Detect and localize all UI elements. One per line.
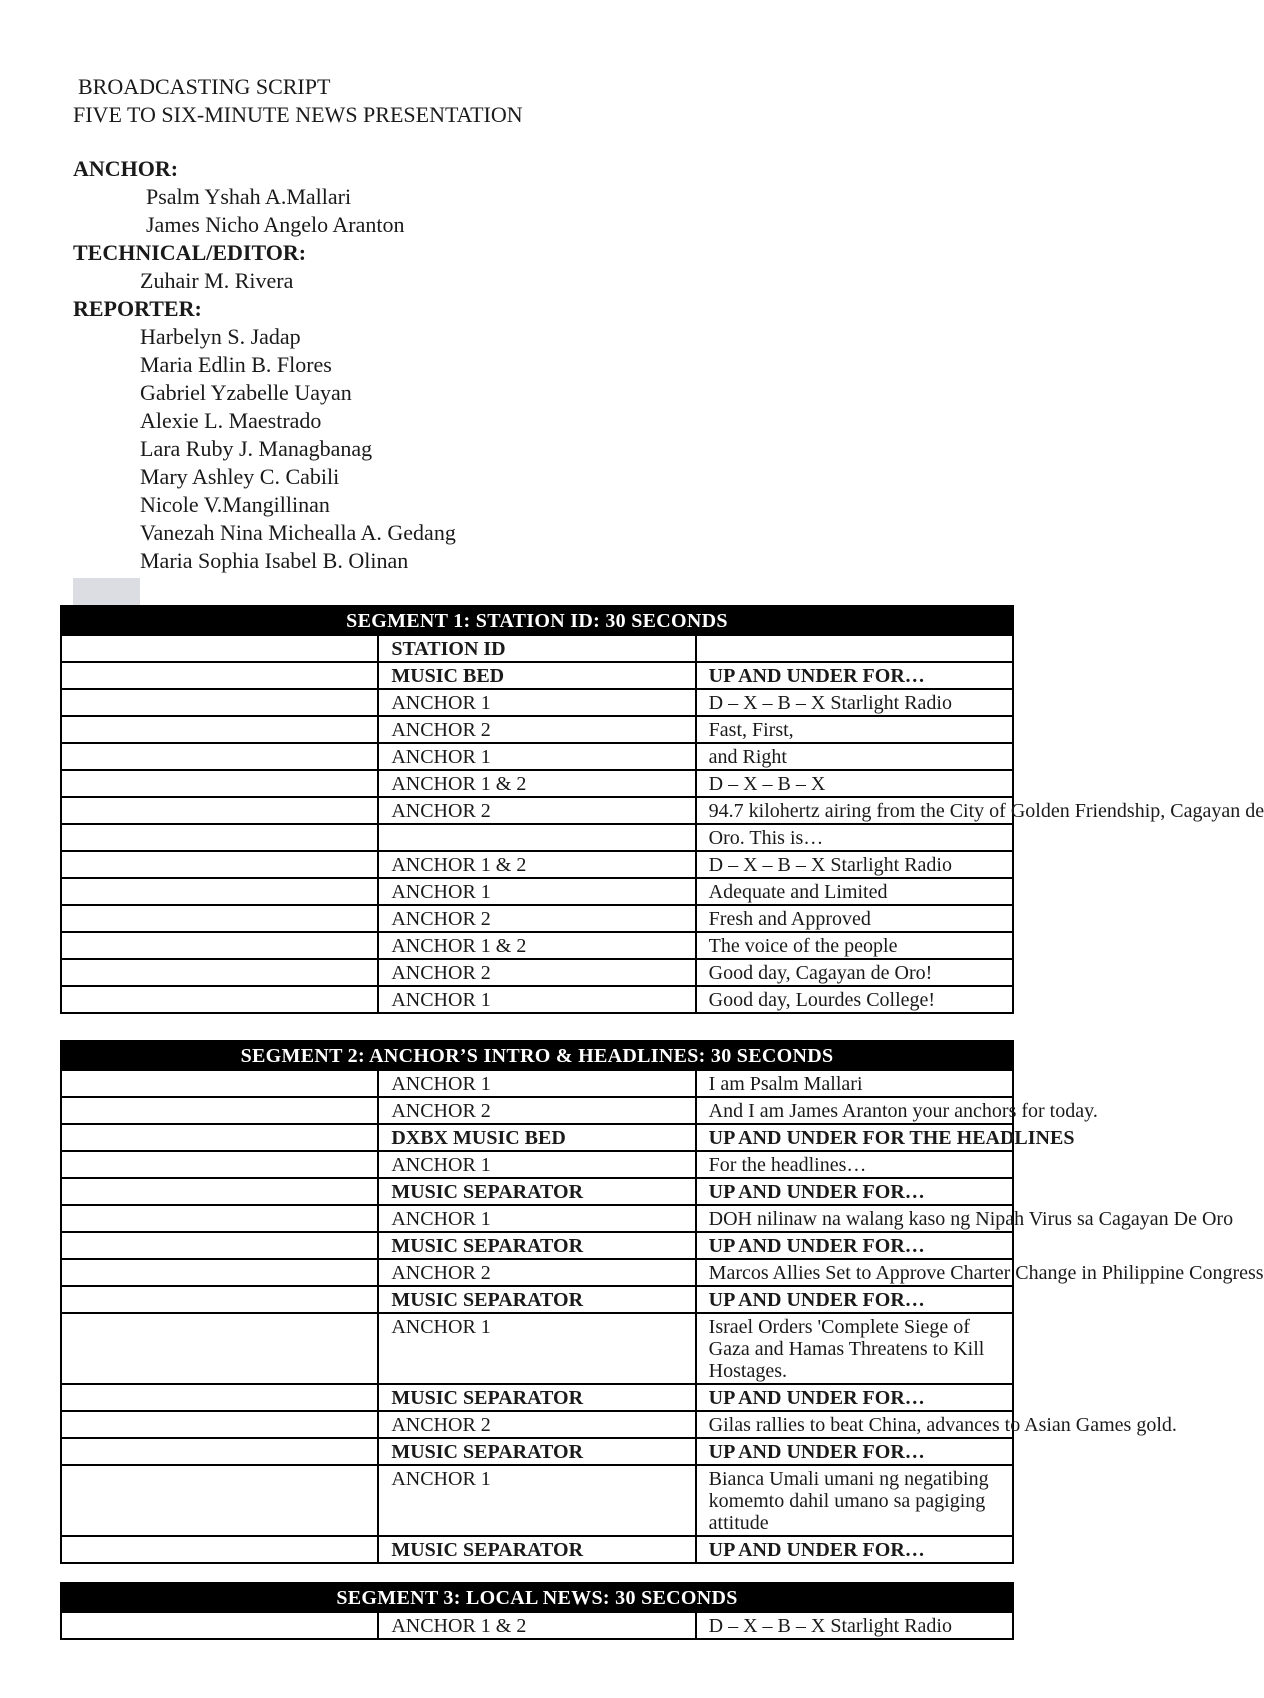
script-row bbox=[61, 1612, 1013, 1639]
script-row bbox=[61, 1232, 1013, 1259]
script-row bbox=[61, 905, 1013, 932]
script-line-cell: DOH nilinaw na walang kaso ng Nipah Virus sa Cagayan De Oro bbox=[696, 1205, 1013, 1232]
script-row bbox=[61, 1411, 1013, 1438]
cue-cell bbox=[61, 1124, 378, 1151]
script-line-cell: UP AND UNDER FOR THE HEADLINES bbox=[696, 1124, 1013, 1151]
role-cell: ANCHOR 1 bbox=[378, 878, 695, 905]
cue-cell bbox=[61, 1438, 378, 1465]
script-row bbox=[61, 1286, 1013, 1313]
document-title: BROADCASTING SCRIPT bbox=[78, 74, 331, 99]
cue-cell bbox=[61, 1465, 378, 1536]
anchor-role-label: ANCHOR: bbox=[73, 156, 179, 181]
script-line-cell bbox=[696, 635, 1013, 662]
script-line-cell: and Right bbox=[696, 743, 1013, 770]
cue-cell bbox=[61, 1232, 378, 1259]
role-cell: DXBX MUSIC BED bbox=[378, 1124, 695, 1151]
script-row bbox=[61, 770, 1013, 797]
script-line-cell: D – X – B – X Starlight Radio bbox=[696, 689, 1013, 716]
reporter-name: Lara Ruby J. Managbanag bbox=[140, 436, 373, 461]
script-line-cell: Fast, First, bbox=[696, 716, 1013, 743]
cue-cell bbox=[61, 689, 378, 716]
script-row bbox=[61, 662, 1013, 689]
script-line-cell: Oro. This is… bbox=[696, 824, 1013, 851]
script-row bbox=[61, 986, 1013, 1013]
script-row bbox=[61, 1536, 1013, 1563]
script-row bbox=[61, 1205, 1013, 1232]
script-line-cell: Marcos Allies Set to Approve Charter Change in Philippine Congress bbox=[696, 1259, 1013, 1286]
cue-cell bbox=[61, 1411, 378, 1438]
script-line-cell: 94.7 kilohertz airing from the City of Golden Friendship, Cagayan de bbox=[696, 797, 1013, 824]
anchor-name: James Nicho Angelo Aranton bbox=[146, 212, 405, 237]
cue-cell bbox=[61, 1151, 378, 1178]
script-line-cell: Israel Orders 'Complete Siege of Gaza and Hamas Threatens to Kill Hostages. bbox=[696, 1313, 1013, 1384]
reporter-name: Nicole V.Mangillinan bbox=[140, 492, 330, 517]
script-line-cell: For the headlines… bbox=[696, 1151, 1013, 1178]
script-line-cell: UP AND UNDER FOR… bbox=[696, 1536, 1013, 1563]
cue-cell bbox=[61, 986, 378, 1013]
script-line-cell: D – X – B – X bbox=[696, 770, 1013, 797]
role-cell: ANCHOR 1 & 2 bbox=[378, 1612, 695, 1639]
script-line-cell: Adequate and Limited bbox=[696, 878, 1013, 905]
role-cell: MUSIC SEPARATOR bbox=[378, 1536, 695, 1563]
cue-cell bbox=[61, 851, 378, 878]
script-row bbox=[61, 878, 1013, 905]
script-row bbox=[61, 1178, 1013, 1205]
segment-header-row bbox=[61, 1041, 1013, 1070]
segment-title: SEGMENT 1: STATION ID: 30 SECONDS bbox=[61, 606, 1013, 635]
reporter-name: Vanezah Nina Michealla A. Gedang bbox=[140, 520, 456, 545]
script-row bbox=[61, 1465, 1013, 1536]
segment-table bbox=[60, 605, 1264, 1014]
role-cell: MUSIC SEPARATOR bbox=[378, 1384, 695, 1411]
cue-cell bbox=[61, 770, 378, 797]
script-row bbox=[61, 1070, 1013, 1097]
script-row bbox=[61, 716, 1013, 743]
script-row bbox=[61, 1124, 1013, 1151]
role-cell: MUSIC SEPARATOR bbox=[378, 1438, 695, 1465]
segment-title: SEGMENT 3: LOCAL NEWS: 30 SECONDS bbox=[61, 1583, 1013, 1612]
anchor-name: Psalm Yshah A.Mallari bbox=[146, 184, 352, 209]
script-row bbox=[61, 824, 1013, 851]
cue-cell bbox=[61, 635, 378, 662]
reporter-name: Harbelyn S. Jadap bbox=[140, 324, 301, 349]
technical-name: Zuhair M. Rivera bbox=[140, 268, 294, 293]
cue-cell bbox=[61, 1612, 378, 1639]
cue-cell bbox=[61, 797, 378, 824]
segment-header-row bbox=[61, 1583, 1013, 1612]
script-row bbox=[61, 743, 1013, 770]
cue-cell bbox=[61, 662, 378, 689]
cue-cell bbox=[61, 824, 378, 851]
script-line-cell: D – X – B – X Starlight Radio bbox=[696, 851, 1013, 878]
role-cell: ANCHOR 1 bbox=[378, 1151, 695, 1178]
reporter-name: Mary Ashley C. Cabili bbox=[140, 464, 340, 489]
segment-header-row bbox=[61, 606, 1013, 635]
script-row bbox=[61, 1438, 1013, 1465]
role-cell: ANCHOR 1 bbox=[378, 986, 695, 1013]
role-cell: ANCHOR 1 bbox=[378, 743, 695, 770]
script-line-cell: UP AND UNDER FOR… bbox=[696, 662, 1013, 689]
script-line-cell: And I am James Aranton your anchors for today. bbox=[696, 1097, 1013, 1124]
script-row bbox=[61, 932, 1013, 959]
script-row bbox=[61, 1313, 1013, 1384]
role-cell: ANCHOR 1 bbox=[378, 689, 695, 716]
cue-cell bbox=[61, 905, 378, 932]
role-cell: ANCHOR 1 bbox=[378, 1070, 695, 1097]
script-line-cell: D – X – B – X Starlight Radio bbox=[696, 1612, 1013, 1639]
role-cell: ANCHOR 2 bbox=[378, 1411, 695, 1438]
role-cell: ANCHOR 2 bbox=[378, 716, 695, 743]
script-line-cell: Gilas rallies to beat China, advances to Asian Games gold. bbox=[696, 1411, 1013, 1438]
script-row bbox=[61, 1384, 1013, 1411]
cue-cell bbox=[61, 959, 378, 986]
cue-cell bbox=[61, 1313, 378, 1384]
cue-cell bbox=[61, 716, 378, 743]
cue-cell bbox=[61, 1070, 378, 1097]
role-cell: MUSIC SEPARATOR bbox=[378, 1286, 695, 1313]
role-cell: STATION ID bbox=[378, 635, 695, 662]
cue-cell bbox=[61, 1536, 378, 1563]
cue-cell bbox=[61, 1259, 378, 1286]
script-row bbox=[61, 959, 1013, 986]
script-line-cell: Bianca Umali umani ng negatibing komemto dahil umano sa pagiging attitude bbox=[696, 1465, 1013, 1536]
shaded-cell bbox=[73, 578, 140, 606]
role-cell: ANCHOR 1 & 2 bbox=[378, 851, 695, 878]
script-row bbox=[61, 1097, 1013, 1124]
cue-cell bbox=[61, 1384, 378, 1411]
segment-table bbox=[60, 1582, 1014, 1640]
script-row bbox=[61, 635, 1013, 662]
role-cell: ANCHOR 1 bbox=[378, 1205, 695, 1232]
script-line-cell: Good day, Cagayan de Oro! bbox=[696, 959, 1013, 986]
script-line-cell: I am Psalm Mallari bbox=[696, 1070, 1013, 1097]
role-cell: ANCHOR 1 bbox=[378, 1465, 695, 1536]
cue-cell bbox=[61, 1286, 378, 1313]
script-row bbox=[61, 851, 1013, 878]
script-line-cell: UP AND UNDER FOR… bbox=[696, 1232, 1013, 1259]
script-row bbox=[61, 1151, 1013, 1178]
role-cell: ANCHOR 2 bbox=[378, 1097, 695, 1124]
reporter-name: Maria Sophia Isabel B. Olinan bbox=[140, 548, 409, 573]
script-row bbox=[61, 1259, 1013, 1286]
reporter-name: Alexie L. Maestrado bbox=[140, 408, 322, 433]
script-line-cell: The voice of the people bbox=[696, 932, 1013, 959]
reporter-name: Maria Edlin B. Flores bbox=[140, 352, 332, 377]
script-line-cell: UP AND UNDER FOR… bbox=[696, 1384, 1013, 1411]
role-cell: ANCHOR 2 bbox=[378, 1259, 695, 1286]
script-line-cell: UP AND UNDER FOR… bbox=[696, 1286, 1013, 1313]
role-cell: MUSIC SEPARATOR bbox=[378, 1232, 695, 1259]
technical-role-label: TECHNICAL/EDITOR: bbox=[73, 240, 307, 265]
script-line-cell: UP AND UNDER FOR… bbox=[696, 1178, 1013, 1205]
role-cell: ANCHOR 2 bbox=[378, 905, 695, 932]
cue-cell bbox=[61, 1178, 378, 1205]
segment-title: SEGMENT 2: ANCHOR’S INTRO & HEADLINES: 30 SECONDS bbox=[61, 1041, 1013, 1070]
role-cell: ANCHOR 2 bbox=[378, 797, 695, 824]
credits-block bbox=[73, 155, 456, 575]
role-cell bbox=[378, 824, 695, 851]
reporter-name: Gabriel Yzabelle Uayan bbox=[140, 380, 352, 405]
cue-cell bbox=[61, 932, 378, 959]
role-cell: ANCHOR 1 & 2 bbox=[378, 770, 695, 797]
cue-cell bbox=[61, 1097, 378, 1124]
cue-cell bbox=[61, 743, 378, 770]
role-cell: ANCHOR 1 bbox=[378, 1313, 695, 1384]
role-cell: MUSIC BED bbox=[378, 662, 695, 689]
script-line-cell: Good day, Lourdes College! bbox=[696, 986, 1013, 1013]
script-row bbox=[61, 689, 1013, 716]
role-cell: ANCHOR 2 bbox=[378, 959, 695, 986]
role-cell: ANCHOR 1 & 2 bbox=[378, 932, 695, 959]
cue-cell bbox=[61, 1205, 378, 1232]
cue-cell bbox=[61, 878, 378, 905]
role-cell: MUSIC SEPARATOR bbox=[378, 1178, 695, 1205]
segment-table bbox=[60, 1040, 1264, 1564]
script-row bbox=[61, 797, 1013, 824]
script-line-cell: Fresh and Approved bbox=[696, 905, 1013, 932]
reporter-role-label: REPORTER: bbox=[73, 296, 202, 321]
script-line-cell: UP AND UNDER FOR… bbox=[696, 1438, 1013, 1465]
document-subtitle: FIVE TO SIX-MINUTE NEWS PRESENTATION bbox=[73, 102, 523, 127]
